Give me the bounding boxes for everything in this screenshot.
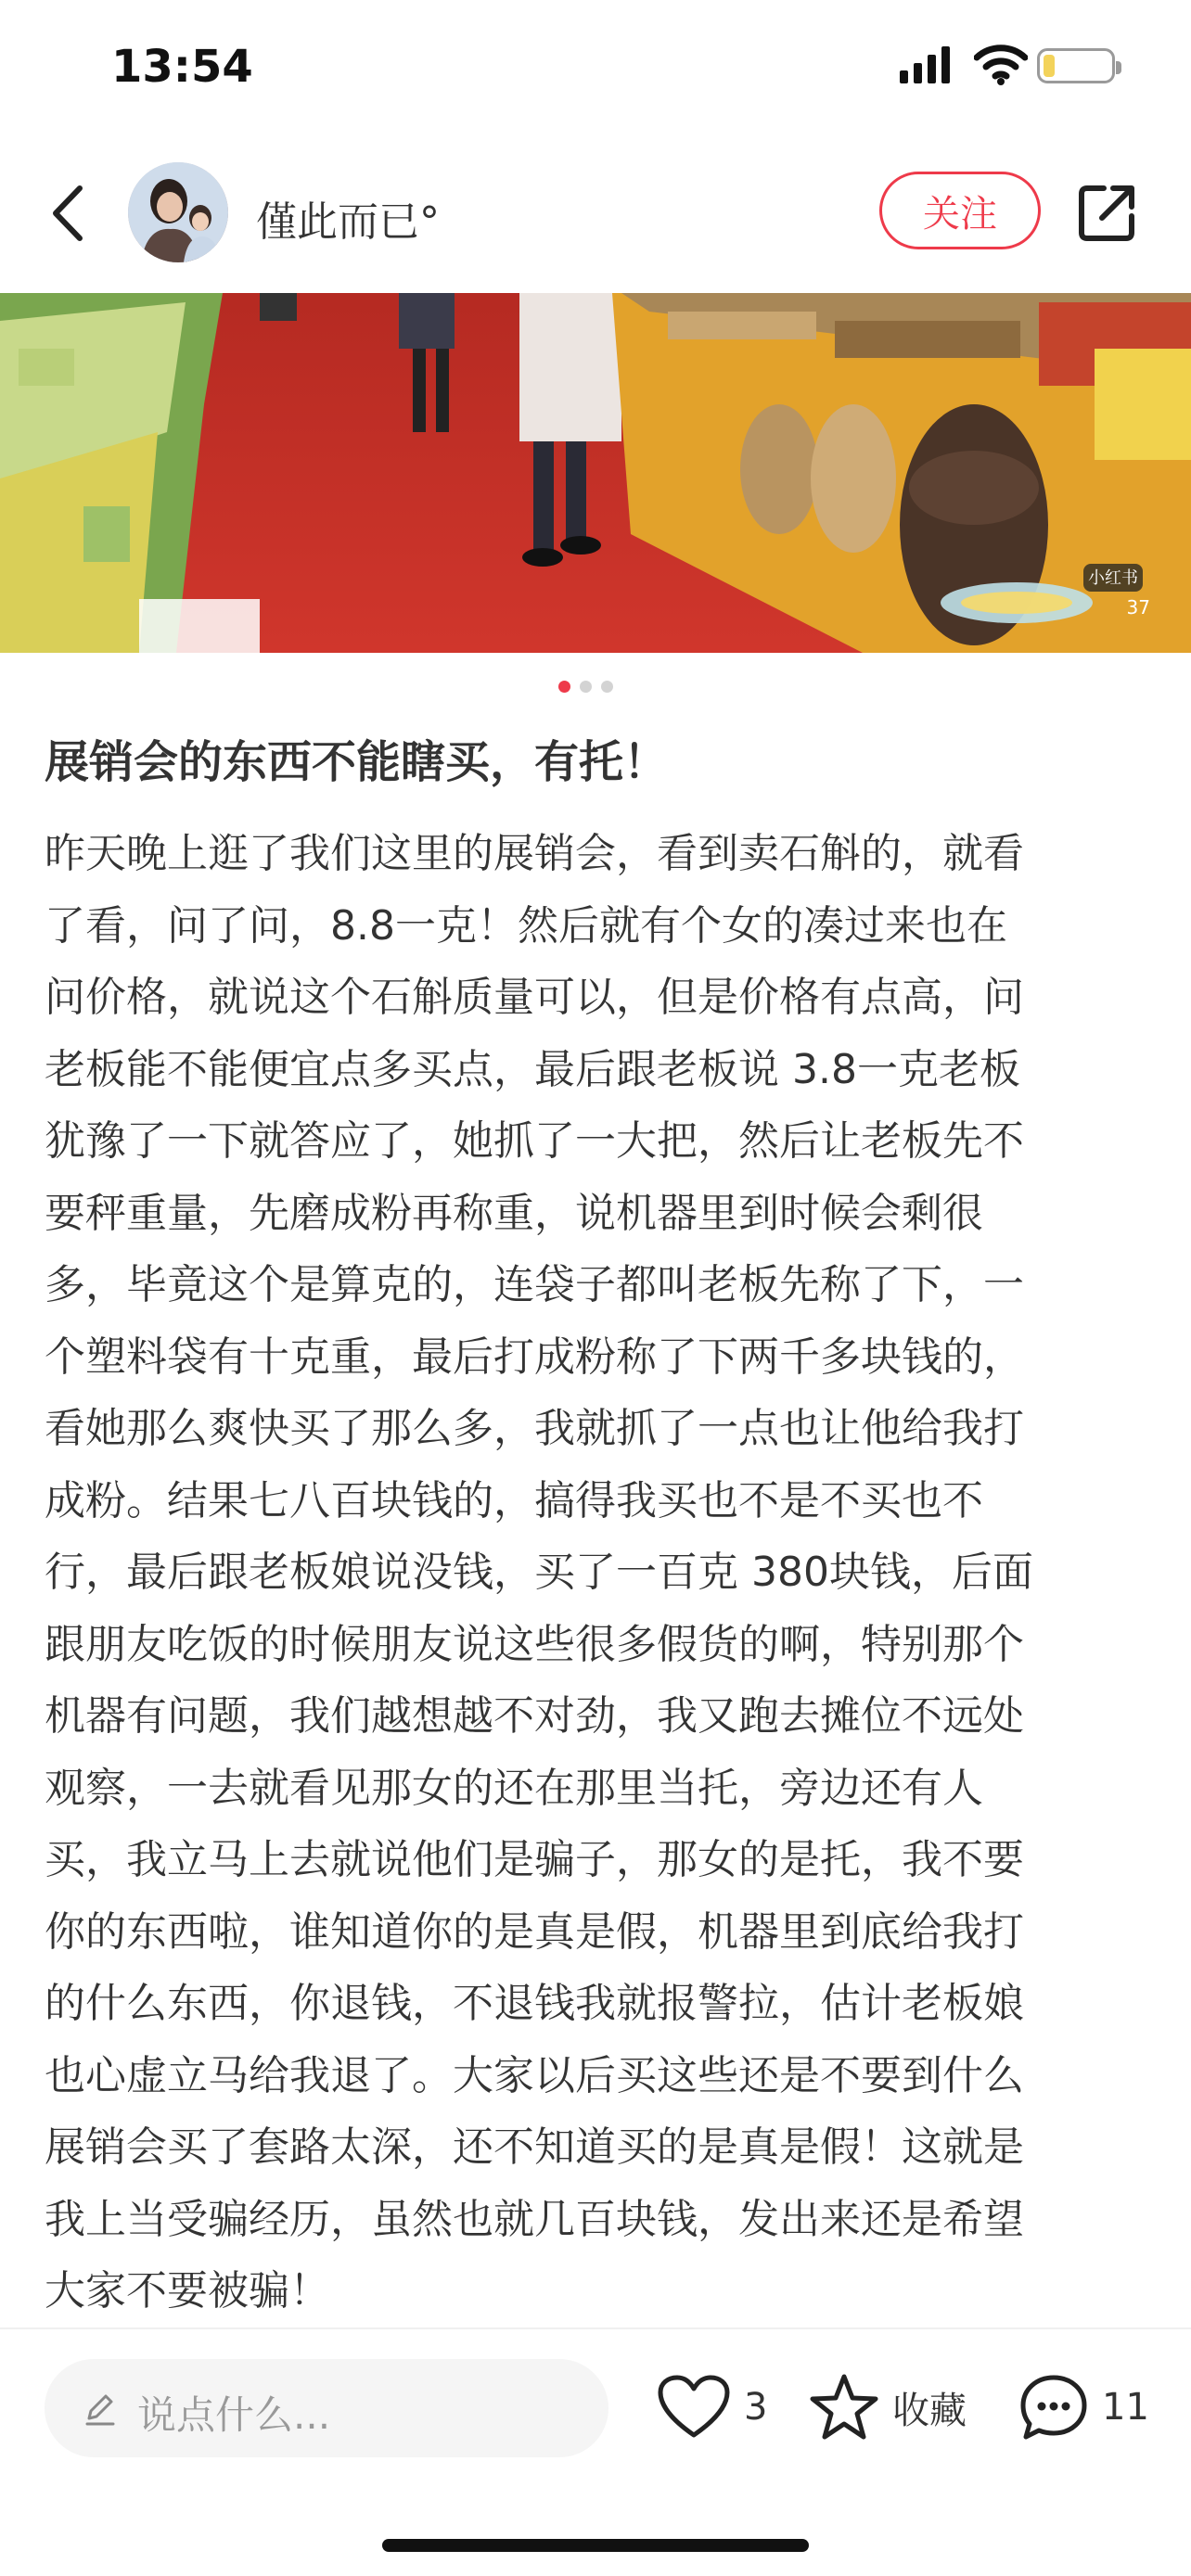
post-body: 昨天晚上逛了我们这里的展销会，看到卖石斛的，就看 了看，问了问，8.8一克！然后就有个女的凑过来也在 问价格，就说这个石斛质量可以，但是价格有点高，问 老板能不能便宜点多买点，最后跟老板说 3.8一克老板 犹豫了一下就答应了，她抓了一大把，然后让老板先不 要秤重量，先磨成粉再称重，说机器里到时候会剩很 多，毕竟这个是算克的，连袋子都叫老板先称了下，一 个塑料袋有十克重，最后打成粉称了下两千多块钱的， 看她那么爽快买了那么多，我就抓了一点也让他给我打 成粉。结果七八百块钱的，搞得我买也不是不买也不 行，最后跟老板娘说没钱，买了一百克 380块钱，后面 跟朋友吃饭的时候朋友说这些很多假货的啊，特别那个 机器有问题，我们越想越不对劲，我又跑去摊位不远处 观察，一去就看见那女的还在那里当托，旁边还有人 买，我立马上去就说他们是骗子，那女的是托，我不要 你的东西啦，谁知道你的是真是假，机器里到底给我打 的什么东西，你退钱，不退钱我就报警拉，估计老板娘 也心虚立马给我退了。大家以后买这些还是不要到什么 展销会买了套路太深，还不知道买的是真是假！这就是 我上当受骗经历，虽然也就几百块钱，发出来还是希望 大家不要被骗！ [45, 830, 1033, 2315]
pencil-icon [82, 2391, 119, 2428]
comment-placeholder: 说点什么... [137, 2392, 331, 2438]
wifi-icon [974, 45, 1028, 85]
like-button[interactable] [657, 2370, 767, 2444]
avatar[interactable] [128, 162, 228, 262]
comment-input[interactable] [45, 2359, 608, 2457]
carousel-dot[interactable] [580, 681, 592, 693]
back-arrow-icon[interactable] [46, 181, 89, 246]
signal-icon [900, 46, 952, 83]
battery-icon [1037, 48, 1115, 83]
carousel-dot[interactable] [601, 681, 613, 693]
comment-count: 11 [1102, 2386, 1149, 2429]
home-indicator[interactable] [382, 2539, 809, 2552]
author-name[interactable]: 僅此而已° [256, 198, 440, 246]
heart-icon [657, 2374, 731, 2441]
follow-button[interactable]: 关注 [879, 172, 1041, 249]
comment-button[interactable] [1018, 2370, 1149, 2444]
status-bar [0, 0, 1191, 139]
comment-bubble-icon [1018, 2372, 1089, 2442]
divider [0, 2327, 1191, 2329]
post-image[interactable] [0, 293, 1191, 653]
share-icon[interactable] [1074, 181, 1139, 246]
photo-counter: 37 [1126, 596, 1150, 618]
photo-watermark: 小红书 [1088, 568, 1138, 588]
carousel-indicator [558, 681, 613, 693]
carousel-dot[interactable] [558, 681, 570, 693]
post-title: 展销会的东西不能瞎买，有托！ [45, 736, 669, 788]
star-icon [809, 2372, 879, 2442]
post-header [0, 144, 1191, 283]
collect-label: 收藏 [892, 2389, 967, 2432]
collect-button[interactable] [809, 2370, 967, 2444]
status-time: 13:54 [111, 41, 253, 93]
like-count: 3 [744, 2386, 768, 2429]
